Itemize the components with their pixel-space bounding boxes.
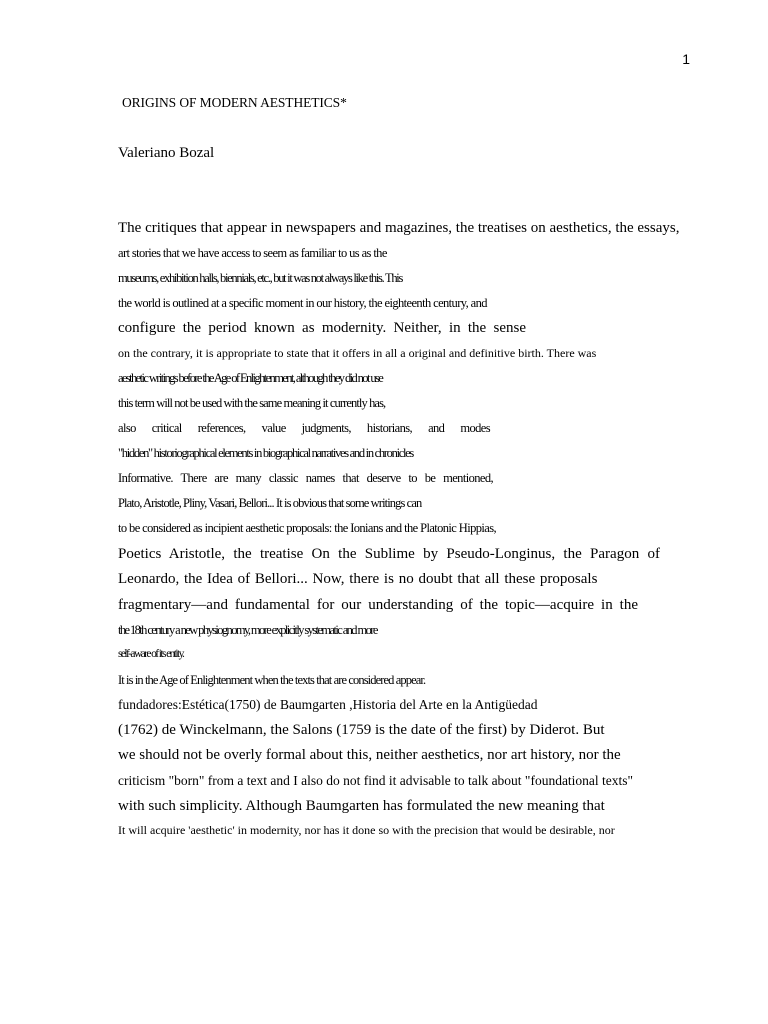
- body-line-18: self-aware of its entity.: [118, 648, 184, 660]
- body-line-22: we should not be overly formal about this, neither aesthetics, nor art history, nor the: [118, 747, 621, 763]
- page-number: 1: [682, 51, 690, 67]
- body-line-9: also critical references, value judgments, historians, and modes: [118, 421, 490, 435]
- body-line-7: aesthetic writings before the Age of Enlightenment, although they did not use: [118, 371, 383, 385]
- body-line-8: this term will not be used with the same meaning it currently has,: [118, 396, 386, 410]
- document-title: ORIGINS OF MODERN AESTHETICS*: [122, 95, 347, 110]
- body-line-11: Informative. There are many classic names that deserve to be mentioned,: [118, 471, 493, 485]
- body-line-20: fundadores:Estética(1750) de Baumgarten ,Historia del Arte en la Antigüedad: [118, 697, 538, 712]
- body-line-25: It will acquire 'aesthetic' in modernity, nor has it done so with the precision that would be desirable, nor: [118, 823, 615, 837]
- body-line-14: Poetics Aristotle, the treatise On the Sublime by Pseudo-Longinus, the Paragon of: [118, 546, 660, 562]
- body-line-4: the world is outlined at a specific moment in our history, the eighteenth century, and: [118, 296, 487, 310]
- body-line-21: (1762) de Winckelmann, the Salons (1759 is the date of the first) by Diderot. But: [118, 722, 605, 738]
- body-line-23: criticism "born" from a text and I also do not find it advisable to talk about "foundational texts": [118, 773, 634, 788]
- body-line-24: with such simplicity. Although Baumgarten has formulated the new meaning that: [118, 798, 605, 814]
- body-line-10: "hidden" historiographical elements in biographical narratives and in chronicles: [118, 446, 413, 460]
- body-line-1: The critiques that appear in newspapers and magazines, the treatises on aesthetics, the essays,: [118, 220, 680, 236]
- body-line-15: Leonardo, the Idea of Bellori... Now, there is no doubt that all these proposals: [118, 571, 598, 587]
- body-line-13: to be considered as incipient aesthetic proposals: the Ionians and the Platonic Hippias,: [118, 521, 496, 535]
- body-line-12: Plato, Aristotle, Pliny, Vasari, Bellori... It is obvious that some writings can: [118, 496, 422, 510]
- body-line-17: the 18th century a new physiognomy, more explicitly systematic and more: [118, 623, 377, 637]
- body-line-16: fragmentary—and fundamental for our understanding of the topic—acquire in the: [118, 597, 638, 613]
- body-line-19: It is in the Age of Enlightenment when the texts that are considered appear.: [118, 673, 426, 687]
- body-line-3: museums, exhibition halls, biennials, etc., but it was not always like this. This: [118, 271, 403, 285]
- body-line-6: on the contrary, it is appropriate to state that it offers in all a original and definitive birth. There was: [118, 346, 597, 360]
- author-name: Valeriano Bozal: [118, 145, 215, 161]
- body-line-5: configure the period known as modernity. Neither, in the sense: [118, 320, 526, 336]
- body-line-2: art stories that we have access to seem as familiar to us as the: [118, 246, 387, 260]
